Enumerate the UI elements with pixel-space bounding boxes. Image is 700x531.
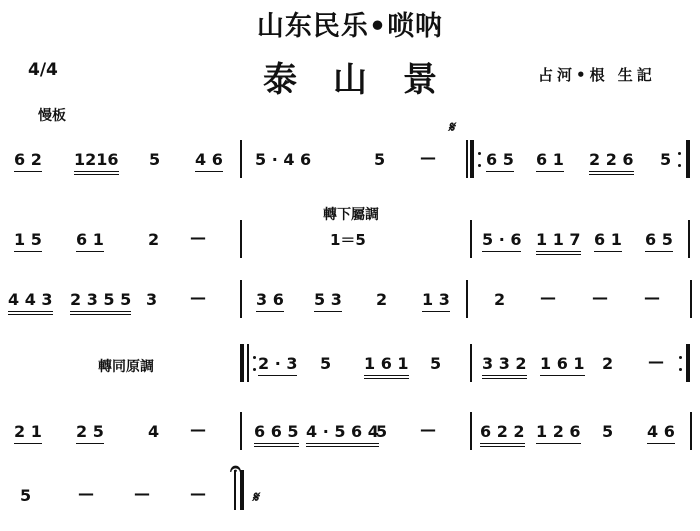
note-group: —	[190, 288, 206, 307]
note-group: 6 1	[536, 150, 564, 172]
note-group: 5 3	[314, 290, 342, 312]
note-group: 5	[149, 150, 161, 169]
repeat-dot	[478, 152, 481, 155]
score-row-2	[0, 220, 700, 260]
note-group: 3	[146, 290, 158, 309]
repeat-dot	[253, 368, 256, 371]
repeat-dot	[678, 164, 681, 167]
note-group: 5	[430, 354, 442, 373]
note-group: 5	[602, 422, 614, 441]
note-group: 5	[660, 150, 672, 169]
bar-line	[690, 412, 692, 450]
note-group: —	[644, 288, 660, 307]
note-group: 2 · 3	[258, 354, 297, 376]
note-group: 6 2 2	[480, 422, 525, 447]
repeat-dot	[253, 356, 256, 359]
note-group: 1 1 7	[536, 230, 581, 255]
note-group: 5 · 4 6	[255, 150, 312, 169]
repeat-dot	[679, 356, 682, 359]
note-group: 1 2 6	[536, 422, 581, 444]
note-group: 2 5	[76, 422, 104, 444]
note-group: 5	[374, 150, 386, 169]
note-group: 2	[148, 230, 160, 249]
fermata-icon: 𝄐	[230, 456, 242, 480]
note-group: 5	[376, 422, 388, 441]
bar-line	[470, 412, 472, 450]
repeat-dot	[478, 164, 481, 167]
repeat-start-bar	[470, 140, 474, 178]
repeat-start-bar	[240, 344, 244, 382]
note-group: —	[78, 484, 94, 503]
modulation-label: 轉下屬調	[323, 207, 379, 223]
piece-title: 泰山景	[263, 60, 473, 100]
note-group: —	[190, 484, 206, 503]
score-row-4	[0, 344, 700, 384]
score-row-3	[0, 280, 700, 320]
tempo-marking: 慢板	[38, 108, 66, 124]
bar-line	[466, 140, 468, 178]
score-row-6	[0, 480, 700, 520]
score-row-5	[0, 412, 700, 452]
repeat-end-bar	[686, 344, 690, 382]
note-group: 5	[20, 486, 32, 505]
repeat-end-bar	[686, 140, 690, 178]
note-group: —	[420, 148, 436, 167]
note-group: 3 6	[256, 290, 284, 312]
note-group: 1 6 1	[540, 354, 585, 376]
note-group: 4 6	[647, 422, 675, 444]
bar-line	[688, 220, 690, 258]
note-group: 5 · 6	[482, 230, 521, 252]
note-group: 2	[494, 290, 506, 309]
note-group: 2	[602, 354, 614, 373]
repeat-dot	[678, 152, 681, 155]
modulation-label: 轉同原調	[98, 359, 154, 375]
score-row-1	[0, 140, 700, 180]
bar-line	[690, 280, 692, 318]
key-signature: 1＝5	[330, 231, 366, 249]
note-group: 2	[376, 290, 388, 309]
credit-line: 占河•根 生記	[538, 66, 656, 84]
note-group: 1216	[74, 150, 119, 175]
note-group: —	[190, 228, 206, 247]
note-group: 6 1	[76, 230, 104, 252]
note-group: 6 5	[486, 150, 514, 172]
collection-title: 山东民乐•唢呐	[256, 11, 444, 42]
time-signature: 4/4	[28, 60, 58, 80]
bar-line	[247, 344, 249, 382]
note-group: —	[420, 420, 436, 439]
note-group: 6 6 5	[254, 422, 299, 447]
note-group: 4 6	[195, 150, 223, 172]
bar-line	[240, 280, 242, 318]
note-group: 4	[148, 422, 160, 441]
bar-line	[240, 220, 242, 258]
note-group: 4 4 3	[8, 290, 53, 315]
repeat-dot	[679, 368, 682, 371]
note-group: 1 5	[14, 230, 42, 252]
note-group: 6 1	[594, 230, 622, 252]
note-group: —	[540, 288, 556, 307]
bar-line	[466, 280, 468, 318]
note-group: —	[190, 420, 206, 439]
bar-line	[470, 220, 472, 258]
note-group: 2 2 6	[589, 150, 634, 175]
note-group: 4 · 5 6 4	[306, 422, 379, 447]
segno-mark: 𝄋	[448, 118, 455, 136]
note-group: 1 3	[422, 290, 450, 312]
note-group: 1 6 1	[364, 354, 409, 379]
note-group: 5	[320, 354, 332, 373]
note-group: —	[648, 352, 664, 371]
note-group: 2 1	[14, 422, 42, 444]
note-group: —	[592, 288, 608, 307]
bar-line	[240, 140, 242, 178]
note-group: —	[134, 484, 150, 503]
bar-line	[240, 412, 242, 450]
segno-mark-end: 𝄋	[252, 488, 259, 506]
note-group: 6 5	[645, 230, 673, 252]
bar-line	[470, 344, 472, 382]
note-group: 2 3 5 5	[70, 290, 131, 315]
note-group: 6 2	[14, 150, 42, 172]
note-group: 3 3 2	[482, 354, 527, 379]
